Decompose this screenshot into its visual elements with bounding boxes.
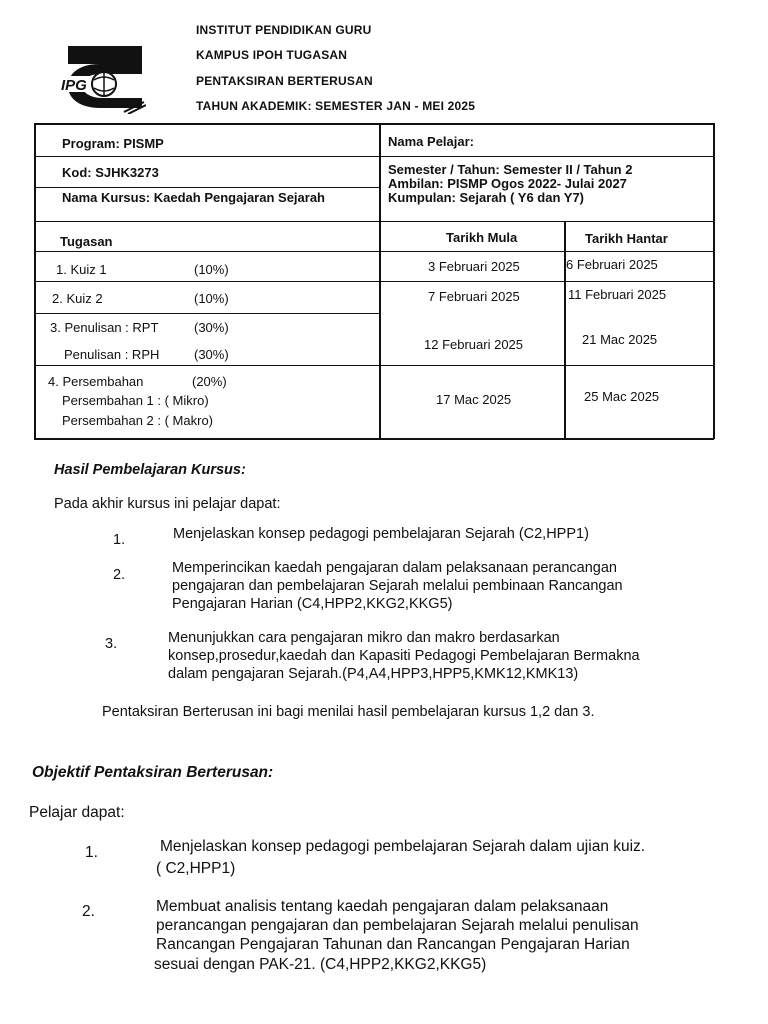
ipg-logo (60, 42, 146, 114)
hasil-intro: Pada akhir kursus ini pelajar dapat: (54, 496, 281, 512)
hasil-item-2-line-1: Memperincikan kaedah pengajaran dalam pelaksanaan perancangan (172, 560, 617, 576)
due-persembahan: 25 Mac 2025 (584, 389, 660, 404)
weight-persembahan: (20%) (192, 374, 227, 389)
svg-text:IPG: IPG (61, 77, 87, 94)
hasil-item-2-line-2: pengajaran dan pembelajaran Sejarah melalui pembinaan Rancangan (172, 578, 623, 594)
objektif-intro: Pelajar dapat: (29, 804, 125, 821)
task-kuiz-1: 1. Kuiz 1 (56, 262, 107, 277)
hasil-item-3-line-2: konsep,prosedur,kaedah dan Kapasiti Pedagogi Pembelajaran Bermakna (168, 648, 640, 664)
objektif-item-2-line-1: Membuat analisis tentang kaedah pengajaran dalam pelaksanaan (156, 898, 609, 915)
student-name-cell: Nama Pelajar: (388, 134, 474, 149)
header-tarikh-hantar: Tarikh Hantar (585, 231, 668, 246)
objektif-item-1-line-1: Menjelaskan konsep pedagogi pembelajaran Sejarah dalam ujian kuiz. (160, 838, 646, 855)
program-cell: Program: PISMP (62, 136, 164, 151)
academic-year: TAHUN AKADEMIK: SEMESTER JAN - MEI 2025 (196, 99, 476, 113)
course-name-cell: Nama Kursus: Kaedah Pengajaran Sejarah (62, 190, 325, 205)
group-line: Kumpulan: Sejarah ( Y6 dan Y7) (388, 190, 585, 205)
start-kuiz-1: 3 Februari 2025 (428, 259, 520, 274)
task-persembahan-mikro: Persembahan 1 : ( Mikro) (62, 393, 209, 408)
assessment-title: PENTAKSIRAN BERTERUSAN (196, 74, 373, 88)
hasil-item-2-num: 2. (113, 567, 126, 583)
weight-rpt: (30%) (194, 320, 229, 335)
objektif-item-2-line-3: Rancangan Pengajaran Tahunan dan Rancangan Pengajaran Harian (156, 936, 630, 953)
hasil-item-3-line-3: dalam pengajaran Sejarah.(P4,A4,HPP3,HPP5,KMK12,KMK13) (168, 666, 579, 682)
hasil-item-2-line-3: Pengajaran Harian (C4,HPP2,KKG2,KKG5) (172, 596, 453, 612)
hasil-item-1-num: 1. (113, 532, 126, 548)
due-kuiz-1: 6 Februari 2025 (566, 257, 658, 272)
task-persembahan-makro: Persembahan 2 : ( Makro) (62, 413, 214, 428)
start-persembahan: 17 Mac 2025 (436, 392, 512, 407)
start-kuiz-2: 7 Februari 2025 (428, 289, 520, 304)
assignment-table (34, 123, 714, 439)
header-tarikh-mula: Tarikh Mula (446, 230, 518, 245)
objektif-item-2-num: 2. (82, 903, 95, 920)
hasil-item-3-line-1: Menunjukkan cara pengajaran mikro dan makro berdasarkan (168, 630, 560, 646)
header-tugasan: Tugasan (60, 234, 113, 249)
weight-rph: (30%) (194, 347, 229, 362)
task-kuiz-2: 2. Kuiz 2 (52, 291, 103, 306)
semester-line: Semester / Tahun: Semester II / Tahun 2 (388, 162, 633, 177)
objektif-item-1-num: 1. (85, 844, 98, 861)
objektif-item-2-line-4: sesuai dengan PAK-21. (C4,HPP2,KKG2,KKG5) (154, 956, 487, 973)
task-persembahan: 4. Persembahan (48, 374, 144, 389)
hasil-closing: Pentaksiran Berterusan ini bagi menilai hasil pembelajaran kursus 1,2 dan 3. (102, 704, 595, 720)
hasil-item-1-line: Menjelaskan konsep pedagogi pembelajaran Sejarah (C2,HPP1) (173, 526, 589, 542)
hasil-heading: Hasil Pembelajaran Kursus: (54, 462, 246, 478)
hasil-item-3-num: 3. (105, 636, 118, 652)
objektif-heading: Objektif Pentaksiran Berterusan: (32, 764, 274, 781)
task-rph: Penulisan : RPH (64, 347, 160, 362)
campus-line: KAMPUS IPOH TUGASAN (196, 48, 348, 62)
course-code-cell: Kod: SJHK3273 (62, 165, 159, 180)
objektif-item-2-line-2: perancangan pengajaran dan pembelajaran Sejarah melalui penulisan (156, 917, 639, 934)
task-rpt: 3. Penulisan : RPT (50, 320, 159, 335)
due-penulisan: 21 Mac 2025 (582, 332, 658, 347)
start-penulisan: 12 Februari 2025 (424, 337, 524, 352)
weight-kuiz-2: (10%) (194, 291, 229, 306)
institute-name: INSTITUT PENDIDIKAN GURU (196, 23, 372, 37)
intake-line: Ambilan: PISMP Ogos 2022- Julai 2027 (388, 176, 627, 191)
due-kuiz-2: 11 Februari 2025 (568, 287, 667, 302)
objektif-item-1-line-2: ( C2,HPP1) (156, 860, 236, 877)
weight-kuiz-1: (10%) (194, 262, 229, 277)
